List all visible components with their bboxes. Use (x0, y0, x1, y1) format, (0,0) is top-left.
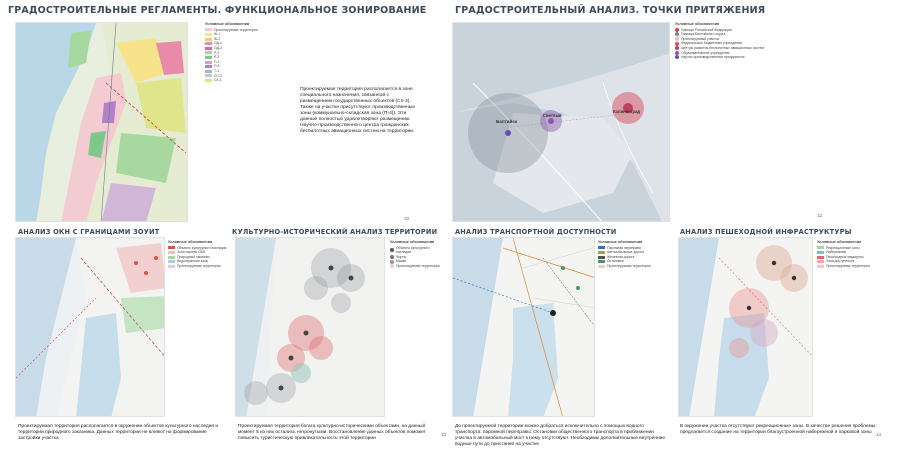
legend-label: Ж-1 (214, 32, 221, 37)
legend-label: Р-2 (214, 55, 220, 60)
legend-swatch (598, 265, 605, 268)
pedestrian-legend (817, 240, 877, 269)
legend-label: Проектируемая территория (177, 263, 221, 268)
legend-label: СХ-1 (214, 78, 222, 83)
legend-label: Ж-2 (214, 36, 221, 41)
legend-label: Пешеходные маршруты (826, 254, 864, 259)
legend-item (675, 55, 795, 60)
zoning-map (15, 22, 188, 222)
legend-label: Набережные (826, 250, 847, 255)
transport-map (452, 237, 595, 417)
pedestrian-map (678, 237, 813, 417)
page-number-10: 10 (404, 216, 410, 221)
history-panel-title: КУЛЬТУРНО-ИСТОРИЧЕСКИЙ АНАЛИЗ ТЕРРИТОРИИ (232, 228, 438, 236)
legend-swatch (168, 251, 175, 254)
legend-swatch (168, 246, 175, 249)
okn-legend (168, 240, 228, 269)
legend-item (598, 264, 658, 269)
legend-label: Граница Балтийского округа (681, 32, 726, 37)
legend-swatch (390, 248, 394, 252)
place-label-kaliningrad: Калининград (613, 109, 641, 114)
legend-label: Т-1 (214, 68, 220, 73)
page-number-13: 13 (441, 432, 447, 437)
pedestrian-panel-title: АНАЛИЗ ПЕШЕХОДНОЙ ИНФРАСТРУКТУРЫ (680, 228, 852, 236)
legend-label: ОД-1 (214, 41, 222, 46)
legend-swatch (598, 260, 605, 263)
history-legend (390, 240, 445, 269)
legend-swatch (390, 260, 394, 264)
legend-swatch (817, 260, 824, 263)
legend-item (390, 264, 445, 269)
legend-swatch (675, 28, 679, 32)
legend-swatch (168, 256, 175, 259)
zoning-description: Проектируемая территория располагается в зоне специального назначения, связанной с размещением государственных объектов (Сп-3). Также на участке присутствуют производственные зоны (коммунально-складская зона (П-4)). Эти данные полностью удовлетворяют размещению Научно-производственного центра гражданских беспилотных авиационных систем на территории. (300, 87, 416, 134)
legend-label: Зона охраны ОКН (177, 250, 206, 255)
legend-label: Объекты культурного наследия (177, 245, 227, 250)
transport-legend (598, 240, 658, 269)
legend-label: Форты (396, 254, 407, 259)
legend-label: Водоохранная зона (177, 259, 208, 264)
legend-item (390, 246, 445, 255)
legend-swatch (205, 28, 212, 31)
legend-label: Проектируемая территория (826, 263, 870, 268)
legend-swatch (598, 256, 605, 259)
page-number-14: 14 (876, 432, 882, 437)
legend-swatch (598, 246, 605, 249)
legend-item (168, 264, 228, 269)
legend-label: Автомобильные дороги (607, 250, 645, 255)
legend-label: П-4 (214, 64, 220, 69)
page-number-12: 12 (817, 213, 823, 218)
legend-label: Природный заказник (177, 254, 210, 259)
legend-item (205, 78, 293, 83)
legend-label: Граница Российской Федерации (681, 27, 732, 32)
legend-item (817, 264, 877, 269)
legend-swatch (817, 251, 824, 254)
legend-label: Р-1 (214, 50, 220, 55)
history-legend-title: Условные обозначения (390, 240, 435, 244)
legend-label: Рекреационные зоны (826, 245, 860, 250)
okn-map (15, 237, 165, 417)
attraction-panel-title: ГРАДОСТРОИТЕЛЬНЫЙ АНАЛИЗ. ТОЧКИ ПРИТЯЖЕНИЯ (455, 5, 766, 16)
legend-swatch (205, 42, 212, 45)
legend-label: Объекты культурного наследия (396, 245, 430, 255)
legend-label: Остановки (607, 259, 624, 264)
attraction-map (452, 22, 670, 222)
okn-panel-title: АНАЛИЗ ОКН С ГРАНИЦАМИ ЗОУИТ (18, 228, 160, 236)
legend-swatch (205, 33, 212, 36)
transport-legend-title: Условные обозначения (598, 240, 643, 244)
legend-swatch (205, 51, 212, 54)
legend-swatch (817, 246, 824, 249)
history-description: Проектируемая территория богата культурно-историческими объектами, на данный момент 5 из них остались нетронутыми. Восстановление данных объектов поможет повысить туристическую привлекательность этой территории (238, 424, 426, 441)
legend-swatch (168, 260, 175, 263)
legend-label: Маяки (396, 259, 406, 264)
legend-swatch (205, 61, 212, 64)
legend-swatch (817, 256, 824, 259)
legend-label: Железная дорога (607, 254, 635, 259)
legend-label: П-1 (214, 59, 220, 64)
legend-swatch (817, 265, 824, 268)
legend-swatch (205, 56, 212, 59)
place-label-svetly: Светлый (543, 113, 562, 118)
legend-swatch (675, 42, 679, 46)
okn-legend-title: Условные обозначения (168, 240, 213, 244)
legend-swatch (205, 65, 212, 68)
legend-label: Проектируемая территория (214, 27, 258, 32)
transport-description: До проектируемой территории можно добраться исключительно с помощью водного транспорта: паромной переправы. Остановки общественного транспорта в приближении участка в автомобильный мост к нему отсутствуют. Необходимы дополнительные внутренние водные пути до пристаней на участке (455, 424, 666, 447)
legend-label: Проектируемая территория (607, 263, 651, 268)
legend-label: Зона доступности (826, 259, 855, 264)
attraction-legend-title: Условные обозначения (675, 22, 720, 26)
zoning-legend (205, 22, 293, 83)
legend-label: СП-3 (214, 73, 222, 78)
legend-swatch (675, 55, 679, 59)
transport-panel-title: АНАЛИЗ ТРАНСПОРТНОЙ ДОСТУПНОСТИ (455, 228, 617, 236)
legend-swatch (675, 51, 679, 55)
pedestrian-legend-title: Условные обозначения (817, 240, 862, 244)
legend-swatch (205, 47, 212, 50)
pedestrian-description: В окружении участка отсутствуют рекреационные зоны. В качестве решения проблемы предлагается создание на территории благоустроенной набережной и парковой зоны (680, 424, 876, 435)
zoning-legend-title: Условные обозначения (205, 22, 250, 26)
legend-swatch (205, 79, 212, 82)
legend-swatch (168, 265, 175, 268)
legend-swatch (205, 70, 212, 73)
legend-label: ОД-2 (214, 45, 222, 50)
legend-swatch (205, 74, 212, 77)
legend-label: Научно-производственные предприятия (681, 55, 745, 60)
legend-label: Центры развития беспилотных авиационных систем (681, 45, 764, 50)
legend-label: Паромная переправа (607, 245, 641, 250)
legend-label: Образовательные учреждения (681, 50, 730, 55)
legend-label: Проектируемая территория (396, 263, 440, 268)
legend-label: Проектируемый участок (681, 36, 719, 41)
okn-description: Проектируемая территория располагается в окружении объектов культурного наследия и территории природного заказника. Данных территории не влияют на формирование застройки участка (18, 424, 219, 441)
legend-swatch (390, 264, 394, 268)
zoning-panel-title: ГРАДОСТРОИТЕЛЬНЫЕ РЕГЛАМЕНТЫ. ФУНКЦИОНАЛЬНОЕ ЗОНИРОВАНИЕ (8, 5, 427, 16)
legend-label: Федеральные бюджетные учреждения (681, 41, 742, 46)
legend-swatch (205, 38, 212, 41)
place-label-baltiysk: Балтийск (496, 119, 518, 124)
attraction-legend (675, 22, 795, 60)
history-map (235, 237, 385, 417)
legend-swatch (598, 251, 605, 254)
